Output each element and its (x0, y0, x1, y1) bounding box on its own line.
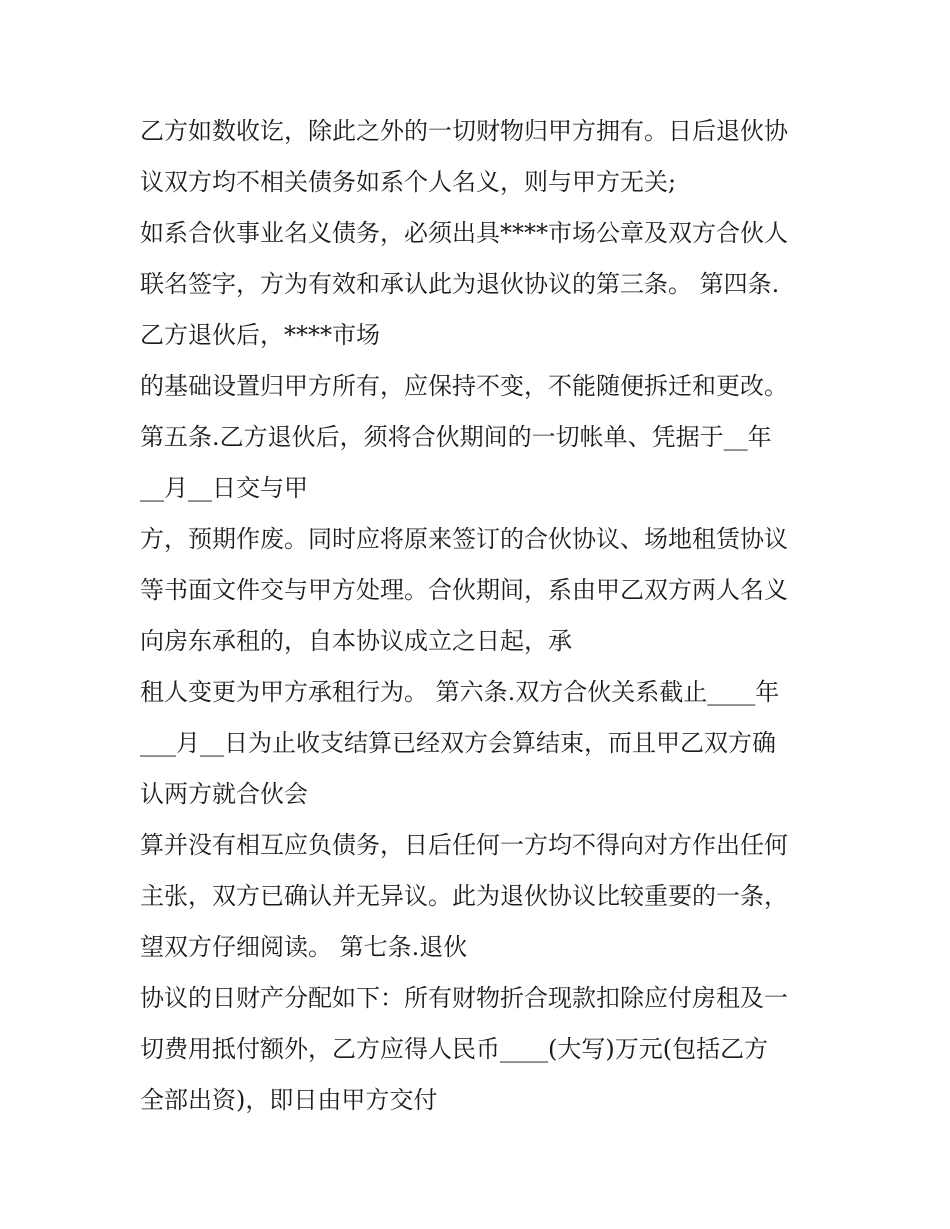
text-line: 议双方均不相关债务如系个人名义，则与甲方无关; (140, 168, 677, 196)
text-line: 如系合伙事业名义债务，必须出具****市场公章及双方合伙人 (140, 219, 788, 247)
text-line: ___月__日为止收支结算已经双方会算结束，而且甲乙双方确 (140, 729, 776, 757)
text-line: 联名签字，方为有效和承认此为退伙协议的第三条。 第四条. (140, 270, 780, 298)
text-line: 等书面文件交与甲方处理。合伙期间，系由甲乙双方两人名义 (140, 576, 788, 604)
document-body (140, 106, 820, 1126)
text-line: 方，预期作废。同时应将原来签订的合伙协议、场地租赁协议 (140, 525, 788, 553)
text-line: 切费用抵付额外，乙方应得人民币____(大写)万元(包括乙方 (140, 1035, 769, 1063)
text-line: __月__日交与甲 (140, 474, 308, 502)
text-line: 认两方就合伙会 (140, 780, 308, 808)
text-line: 协议的日财产分配如下：所有财物折合现款扣除应付房租及一 (140, 984, 788, 1012)
text-line: 租人变更为甲方承租行为。 第六条.双方合伙关系截止____年 (140, 678, 780, 706)
text-line: 望双方仔细阅读。 第七条.退伙 (140, 933, 468, 961)
text-line: 向房东承租的，自本协议成立之日起，承 (140, 627, 572, 655)
text-line: 的基础设置归甲方所有，应保持不变，不能随便拆迁和更改。 (140, 372, 788, 400)
text-line: 第五条.乙方退伙后，须将合伙期间的一切帐单、凭据于__年 (140, 423, 772, 451)
text-line: 主张，双方已确认并无异议。此为退伙协议比较重要的一条， (140, 882, 788, 910)
text-line: 乙方如数收讫，除此之外的一切财物归甲方拥有。日后退伙协 (140, 117, 788, 145)
text-line: 乙方退伙后，****市场 (140, 321, 380, 349)
text-line: 全部出资)，即日由甲方交付 (140, 1086, 438, 1114)
text-line: 算并没有相互应负债务，日后任何一方均不得向对方作出任何 (140, 831, 788, 859)
